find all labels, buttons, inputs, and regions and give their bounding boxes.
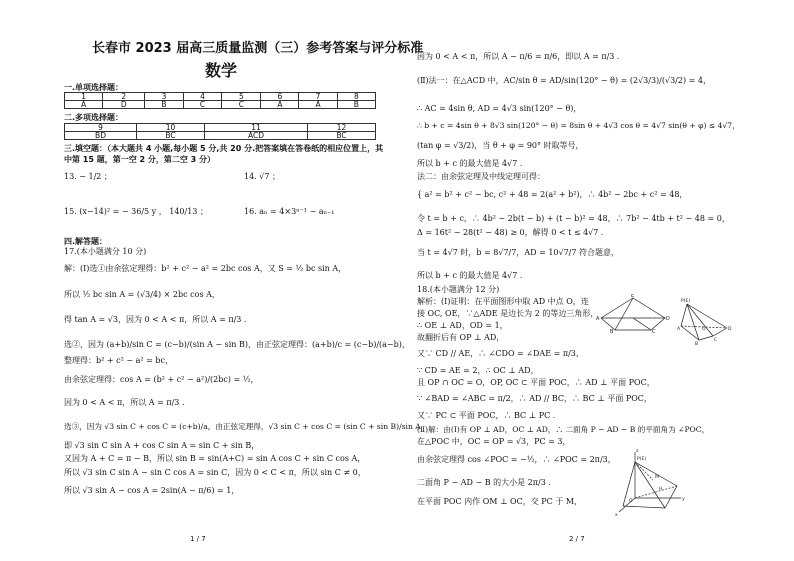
- solution-line: 又因为 A + C = π − B，所以 sin B = sin(A+C) = sin A cos C + sin C cos A，: [64, 454, 366, 463]
- table-cell: BC: [307, 132, 375, 140]
- solution-line: 在平面 POC 内作 OM ⊥ OC，交 PC 于 M，: [417, 497, 583, 506]
- section-fill-blank-note: 中第 15 题，第一空 2 分，第二空 3 分）: [64, 155, 215, 164]
- table-cell: A: [299, 101, 337, 109]
- table-cell: 10: [137, 124, 205, 132]
- subject-title: 数学: [205, 61, 238, 80]
- fig-label: z: [636, 449, 639, 454]
- table-cell: B: [145, 101, 183, 109]
- solution-line: 选②，因为 (a+b)/sin C = (c−b)/(sin A − sin B)，由正弦定理得：(a+b)/c = (c−b)/(a−b)，: [64, 340, 410, 349]
- table-row: [65, 124, 376, 132]
- solution-line: 即 √3 sin C sin A + cos C sin A = sin C + sin B，: [64, 441, 260, 450]
- solution-line: (Ⅱ)解：由(Ⅰ)有 OP ⊥ AD，OC ⊥ AD，∴ 二面角 P − AD − B 的平面角为 ∠POC，: [417, 425, 710, 434]
- fig-label: H: [659, 487, 663, 492]
- table-cell: 5: [222, 93, 261, 101]
- fig-label: A: [596, 316, 600, 322]
- table-cell: 12: [307, 124, 375, 132]
- table-cell: A: [261, 101, 299, 109]
- fig-label: O: [702, 327, 706, 332]
- fig-label: D: [666, 316, 670, 322]
- answer-15: 15. (x−14)² = − 36/5 y ， 140/13 ；: [64, 207, 208, 216]
- table-cell: 1: [65, 93, 103, 101]
- solution-line: ∴ b + c = 4sin θ + 8√3 sin(120° − θ) = 8sin θ + 4√3 cos θ = 4√7 sin(θ + φ) ≤ 4√7，: [417, 121, 740, 130]
- table-cell: 9: [65, 124, 137, 132]
- table-row: [65, 93, 376, 101]
- doc-title: 长春市 2023 届高三质量监测（三）参考答案与评分标准: [92, 41, 424, 56]
- solution-line: 且 OP ∩ OC = O，OP, OC ⊂ 平面 POC，∴ AD ⊥ 平面 POC，: [417, 378, 655, 387]
- fig-label: C: [652, 329, 656, 334]
- solution-line: 因为 0 < A < π，所以 A − π/6 = π/6，即以 A = π/3 .: [417, 52, 620, 61]
- answer-14: 14. √7 ；: [244, 172, 280, 181]
- fig-label: E: [631, 294, 635, 299]
- solution-line: 又∵ PC ⊂ 平面 POC，∴ BC ⊥ PC .: [417, 411, 556, 420]
- fig-label: P(E): [681, 299, 691, 304]
- table-cell: 7: [299, 93, 337, 101]
- section-single-choice: 一.单项选择题：: [64, 83, 124, 92]
- table-cell: 8: [337, 93, 375, 101]
- solution-line: 所以 √3 sin C sin A − sin C cos A = sin C，因为 0 < C < π，所以 sin C ≠ 0，: [64, 468, 366, 477]
- solution-line: ∵ CD = AE = 2，∴ OC ⊥ AD，: [417, 366, 539, 375]
- table-cell: D: [103, 101, 145, 109]
- table-cell: A: [65, 101, 103, 109]
- solution-line: (tan φ = √3/2)，当 θ + φ = 90° 时取等号，: [417, 141, 584, 150]
- solution-line: ∴ OE ⊥ AD，OD = 1，: [417, 321, 508, 330]
- solution-line: 法二：由余弦定理及中线定理可得：: [417, 172, 545, 181]
- solution-line: 在△POC 中，OC = OP = √3，PC = 3，: [417, 437, 571, 446]
- solution-line: 所以 b + c 的最大值是 4√7 .: [417, 271, 523, 280]
- solution-line: 所以 b + c 的最大值是 4√7 .: [417, 159, 523, 168]
- multi-choice-table: [64, 123, 376, 140]
- table-row: [65, 101, 376, 109]
- fig-label: B: [610, 329, 614, 334]
- page-number: 2 / 7: [569, 535, 585, 543]
- answer-16: 16. aₙ = 4×3ⁿ⁻¹ − aₙ₋₁: [244, 207, 335, 216]
- table-cell: 4: [183, 93, 222, 101]
- fig-label: P(E): [637, 457, 647, 462]
- question-17-header: 17.(本小题满分 10 分): [64, 247, 147, 256]
- solution-line: 所以 ½ bc sin A = (√3/4) × 2bc cos A，: [64, 290, 220, 299]
- fig-label: O: [629, 499, 633, 504]
- question-18-header: 18.(本小题满分 12 分): [417, 285, 500, 294]
- single-choice-table: [64, 92, 376, 109]
- page-right: [397, 0, 794, 561]
- table-cell: 6: [261, 93, 299, 101]
- solution-line: 由余弦定理得 cos ∠POC = −½，∴ ∠POC = 2π/3，: [417, 455, 616, 464]
- table-cell: 11: [205, 124, 308, 132]
- solution-line: 故翻折后有 OP ⊥ AD，: [417, 333, 505, 342]
- solution-line: 解析：(Ⅰ)证明：在平面图形中取 AD 中点 O，连: [417, 297, 589, 306]
- solution-line: Δ = 16t² − 28(t² − 48) ≥ 0，解得 0 < t ≤ 4√7 .: [417, 228, 604, 237]
- solution-line: 所以 √3 sin A − cos A = 2sin(A − π/6) = 1，: [64, 486, 240, 495]
- solution-line: 整理得：b² + c² − a² = bc，: [64, 356, 173, 365]
- solution-line: 由余弦定理得：cos A = (b² + c² − a²)/(2bc) = ½，: [64, 375, 259, 384]
- solution-line: ∴ AC = 4sin θ, AD = 4√3 sin(120° − θ)，: [417, 104, 582, 113]
- table-cell: C: [183, 101, 222, 109]
- solution-line: 选③，因为 √3 sin C + cos C = (c+b)/a，由正弦定理得，√3 sin C + cos C = (sin C + sin B)/sin A: [64, 422, 421, 431]
- section-solutions: 四.解答题：: [64, 237, 108, 246]
- section-fill-blank: 三.填空题：（本大题共 4 小题,每小题 5 分,共 20 分.把答案填在答卷纸的相应位置上，其: [64, 144, 384, 153]
- solution-line: 当 t = 4√7 时，b = 8√7/7，AD = 10√7/7 符合题意，: [417, 248, 620, 257]
- solution-line: { a² = b² + c² − bc, c² + 48 = 2(a² + b²)，∴ 4b² − 2bc + c² = 48，: [417, 190, 688, 199]
- fig-label: A: [677, 327, 681, 332]
- table-cell: BD: [65, 132, 137, 140]
- solution-line: 二面角 P − AD − B 的大小是 2π/3 .: [417, 478, 551, 487]
- solution-line: 令 t = b + c，∴ 4b² − 2b(t − b) + (t − b)² = 48，∴ 7b² − 4tb + t² − 48 = 0，: [417, 214, 730, 223]
- table-cell: C: [222, 101, 261, 109]
- solution-line: 又∵ CD // AE，∴ ∠CDO = ∠DAE = π/3，: [417, 349, 584, 358]
- fig-label: B: [695, 342, 699, 346]
- table-cell: ACD: [205, 132, 308, 140]
- table-cell: B: [337, 101, 375, 109]
- plane-figure-diagram: [595, 294, 677, 334]
- solution-line: 解：(Ⅰ)选①由余弦定理得：b² + c² − a² = 2bc cos A，又 S = ½ bc sin A，: [64, 264, 347, 273]
- solution-line: 因为 0 < A < π，所以 A = π/3 .: [64, 398, 185, 407]
- table-row: [65, 132, 376, 140]
- pyramid-diagram: [677, 294, 733, 346]
- solution-line: 得 tan A = √3，因为 0 < A < π，所以 A = π/3 .: [64, 315, 247, 324]
- table-cell: 2: [103, 93, 145, 101]
- fig-label: D: [728, 327, 732, 332]
- fig-label: M: [655, 475, 659, 480]
- coordinate-pyramid-diagram: [615, 446, 695, 518]
- answer-13: 13. − 1/2 ；: [64, 172, 112, 181]
- solution-line: (Ⅱ)法一：在△ACD 中，AC/sin θ = AD/sin(120° − θ) = (2√3/3)/(√3/2) = 4，: [417, 76, 711, 85]
- page-number: 1 / 7: [190, 535, 206, 543]
- solution-line: 接 OC, OE，∵△ADE 是边长为 2 的等边三角形，: [417, 309, 599, 318]
- section-multi-choice: 二.多项选择题：: [64, 113, 124, 122]
- fig-label: x: [615, 513, 618, 518]
- fig-label: y: [682, 497, 685, 502]
- table-cell: 3: [145, 93, 183, 101]
- fig-label: C: [714, 338, 718, 343]
- table-cell: BC: [137, 132, 205, 140]
- solution-line: ∵ ∠BAD = ∠ABC = π/2，∴ AD // BC，∴ BC ⊥ 平面 POC，: [417, 394, 652, 403]
